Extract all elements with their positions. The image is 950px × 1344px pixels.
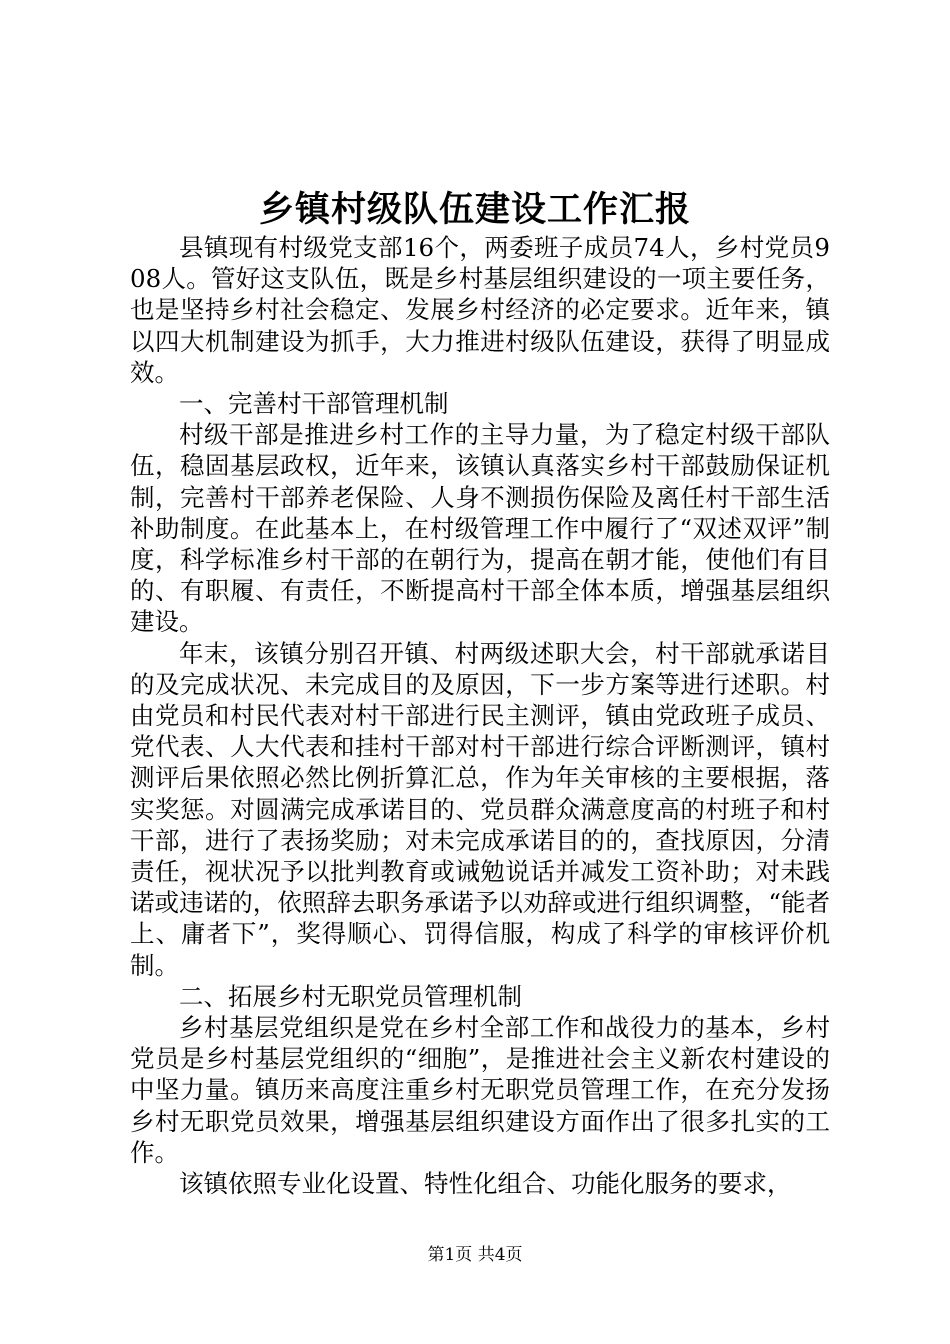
document-title: 乡镇村级队伍建设工作汇报 <box>258 189 691 230</box>
paragraph-continuation: 该镇依照专业化设置、特性化组合、功能化服务的要求， <box>179 1169 792 1199</box>
document-body <box>130 232 830 1199</box>
section-heading-2: 二、拓展乡村无职党员管理机制 <box>179 981 522 1011</box>
paragraph-intro: 县镇现有村级党支部16个，两委班子成员74人，乡村党员908人。管好这支队伍，既是乡村基层组织建设的一项主要任务，也是坚持乡村社会稳定、发展乡村经济的必定要求。近年来，镇以四大机制建设为抓手，大力推进村级队伍建设，获得了明显成效。 <box>130 233 830 387</box>
paragraph-year-end-review: 年末，该镇分别召开镇、村两级述职大会，村干部就承诺目的及完成状况、未完成目的及原因，下一步方案等进行述职。村由党员和村民代表对村干部进行民主测评，镇由党政班子成员、党代表、人大代表和挂村干部对村干部进行综合评断测评，镇村测评后果依照必然比例折算汇总，作为年关审核的主要根据，落实奖惩。对圆满完成承诺目的、党员群众满意度高的村班子和村干部，进行了表扬奖励；对未完成承诺目的的，查找原因，分清责任，视状况予以批判教育或诫勉说话并减发工资补助；对未践诺或违诺的，依照辞去职务承诺予以劝辞或进行组织调整，“能者上、庸者下”，奖得顺心、罚得信服，构成了科学的审核评价机制。 <box>130 638 830 980</box>
page-footer: 第1页 共4页 <box>427 1245 523 1265</box>
paragraph-party-members: 乡村基层党组织是党在乡村全部工作和战役力的基本，乡村党员是乡村基层党组织的“细胞”，是推进社会主义新农村建设的中坚力量。镇历来高度注重乡村无职党员管理工作，在充分发扬乡村无职党员效果，增强基层组织建设方面作出了很多扎实的工作。 <box>130 1013 830 1167</box>
section-heading-1: 一、完善村干部管理机制 <box>179 389 449 419</box>
paragraph-cadre-management: 村级干部是推进乡村工作的主导力量，为了稳定村级干部队伍，稳固基层政权，近年来，该镇认真落实乡村干部鼓励保证机制，完善村干部养老保险、人身不测损伤保险及离任村干部生活补助制度。在此基本上，在村级管理工作中履行了“双述双评”制度，科学标准乡村干部的在朝行为，提高在朝才能，使他们有目的、有职履、有责任，不断提高村干部全体本质，增强基层组织建设。 <box>130 420 830 637</box>
